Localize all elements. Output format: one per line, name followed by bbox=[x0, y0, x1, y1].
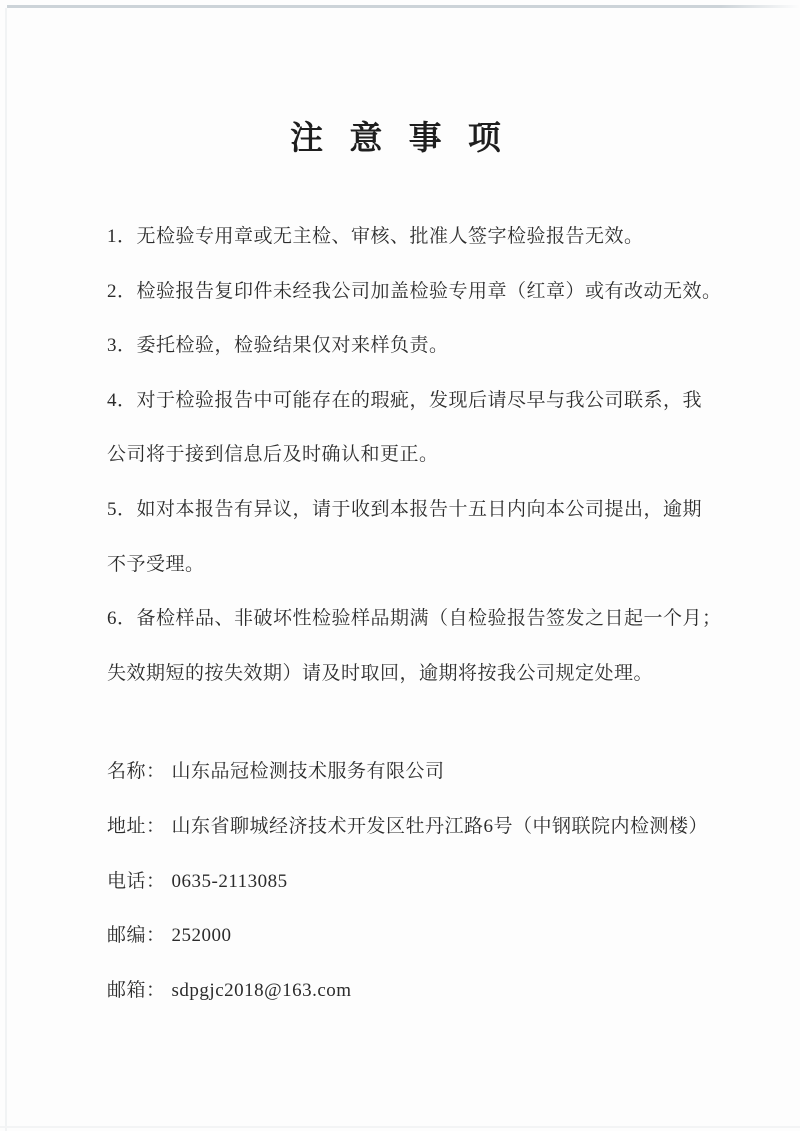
notice-item-2-line-1: 2．检验报告复印件未经我公司加盖检验专用章（红章）或有改动无效。 bbox=[107, 280, 722, 302]
notice-item-6-line-1: 6．备检样品、非破坏性检验样品期满（自检验报告签发之日起一个月； bbox=[107, 608, 722, 630]
contact-label-name: 名称： bbox=[107, 761, 166, 782]
scan-bottom-edge-artifact bbox=[0, 1126, 800, 1128]
contact-row-name bbox=[107, 745, 740, 800]
contact-label-phone: 电话： bbox=[107, 870, 166, 892]
contact-value-name: 山东品冠检测技术服务有限公司 bbox=[171, 761, 445, 782]
contact-info bbox=[107, 745, 740, 1019]
notice-item-6-line-2: 失效期短的按失效期）请及时取回，逾期将按我公司规定处理。 bbox=[107, 662, 654, 684]
contact-value-postcode: 252000 bbox=[171, 925, 232, 947]
notice-item-4-line-1: 4．对于检验报告中可能存在的瑕疵，发现后请尽早与我公司联系，我 bbox=[107, 389, 703, 411]
contact-value-email: sdpgjc2018@163.com bbox=[171, 980, 352, 1002]
contact-row-address bbox=[107, 800, 740, 855]
contact-value-address: 山东省聊城经济技术开发区牡丹江路6号（中钢联院内检测楼） bbox=[171, 815, 709, 837]
contact-label-email: 邮箱： bbox=[107, 980, 166, 1002]
contact-value-phone: 0635-2113085 bbox=[171, 870, 288, 892]
scan-top-edge-artifact bbox=[7, 5, 800, 8]
notice-item-1-line-1: 1．无检验专用章或无主检、审核、批准人签字检验报告无效。 bbox=[107, 226, 644, 247]
contact-row-email bbox=[107, 964, 740, 1019]
page-title: 注 意 事 项 bbox=[290, 121, 510, 157]
scan-left-edge-artifact bbox=[5, 8, 7, 1131]
contact-label-postcode: 邮编： bbox=[107, 925, 166, 947]
contact-row-postcode bbox=[107, 909, 740, 964]
notice-item-4-line-2: 公司将于接到信息后及时确认和更正。 bbox=[107, 444, 439, 466]
notice-item-5-line-1: 5．如对本报告有异议，请于收到本报告十五日内向本公司提出，逾期 bbox=[107, 498, 703, 520]
contact-row-phone bbox=[107, 855, 740, 910]
notice-item-3-line-1: 3．委托检验，检验结果仅对来样负责。 bbox=[107, 335, 449, 357]
contact-label-address: 地址： bbox=[107, 815, 166, 837]
notice-list bbox=[107, 210, 740, 701]
notice-item-5-line-2: 不予受理。 bbox=[107, 553, 205, 575]
